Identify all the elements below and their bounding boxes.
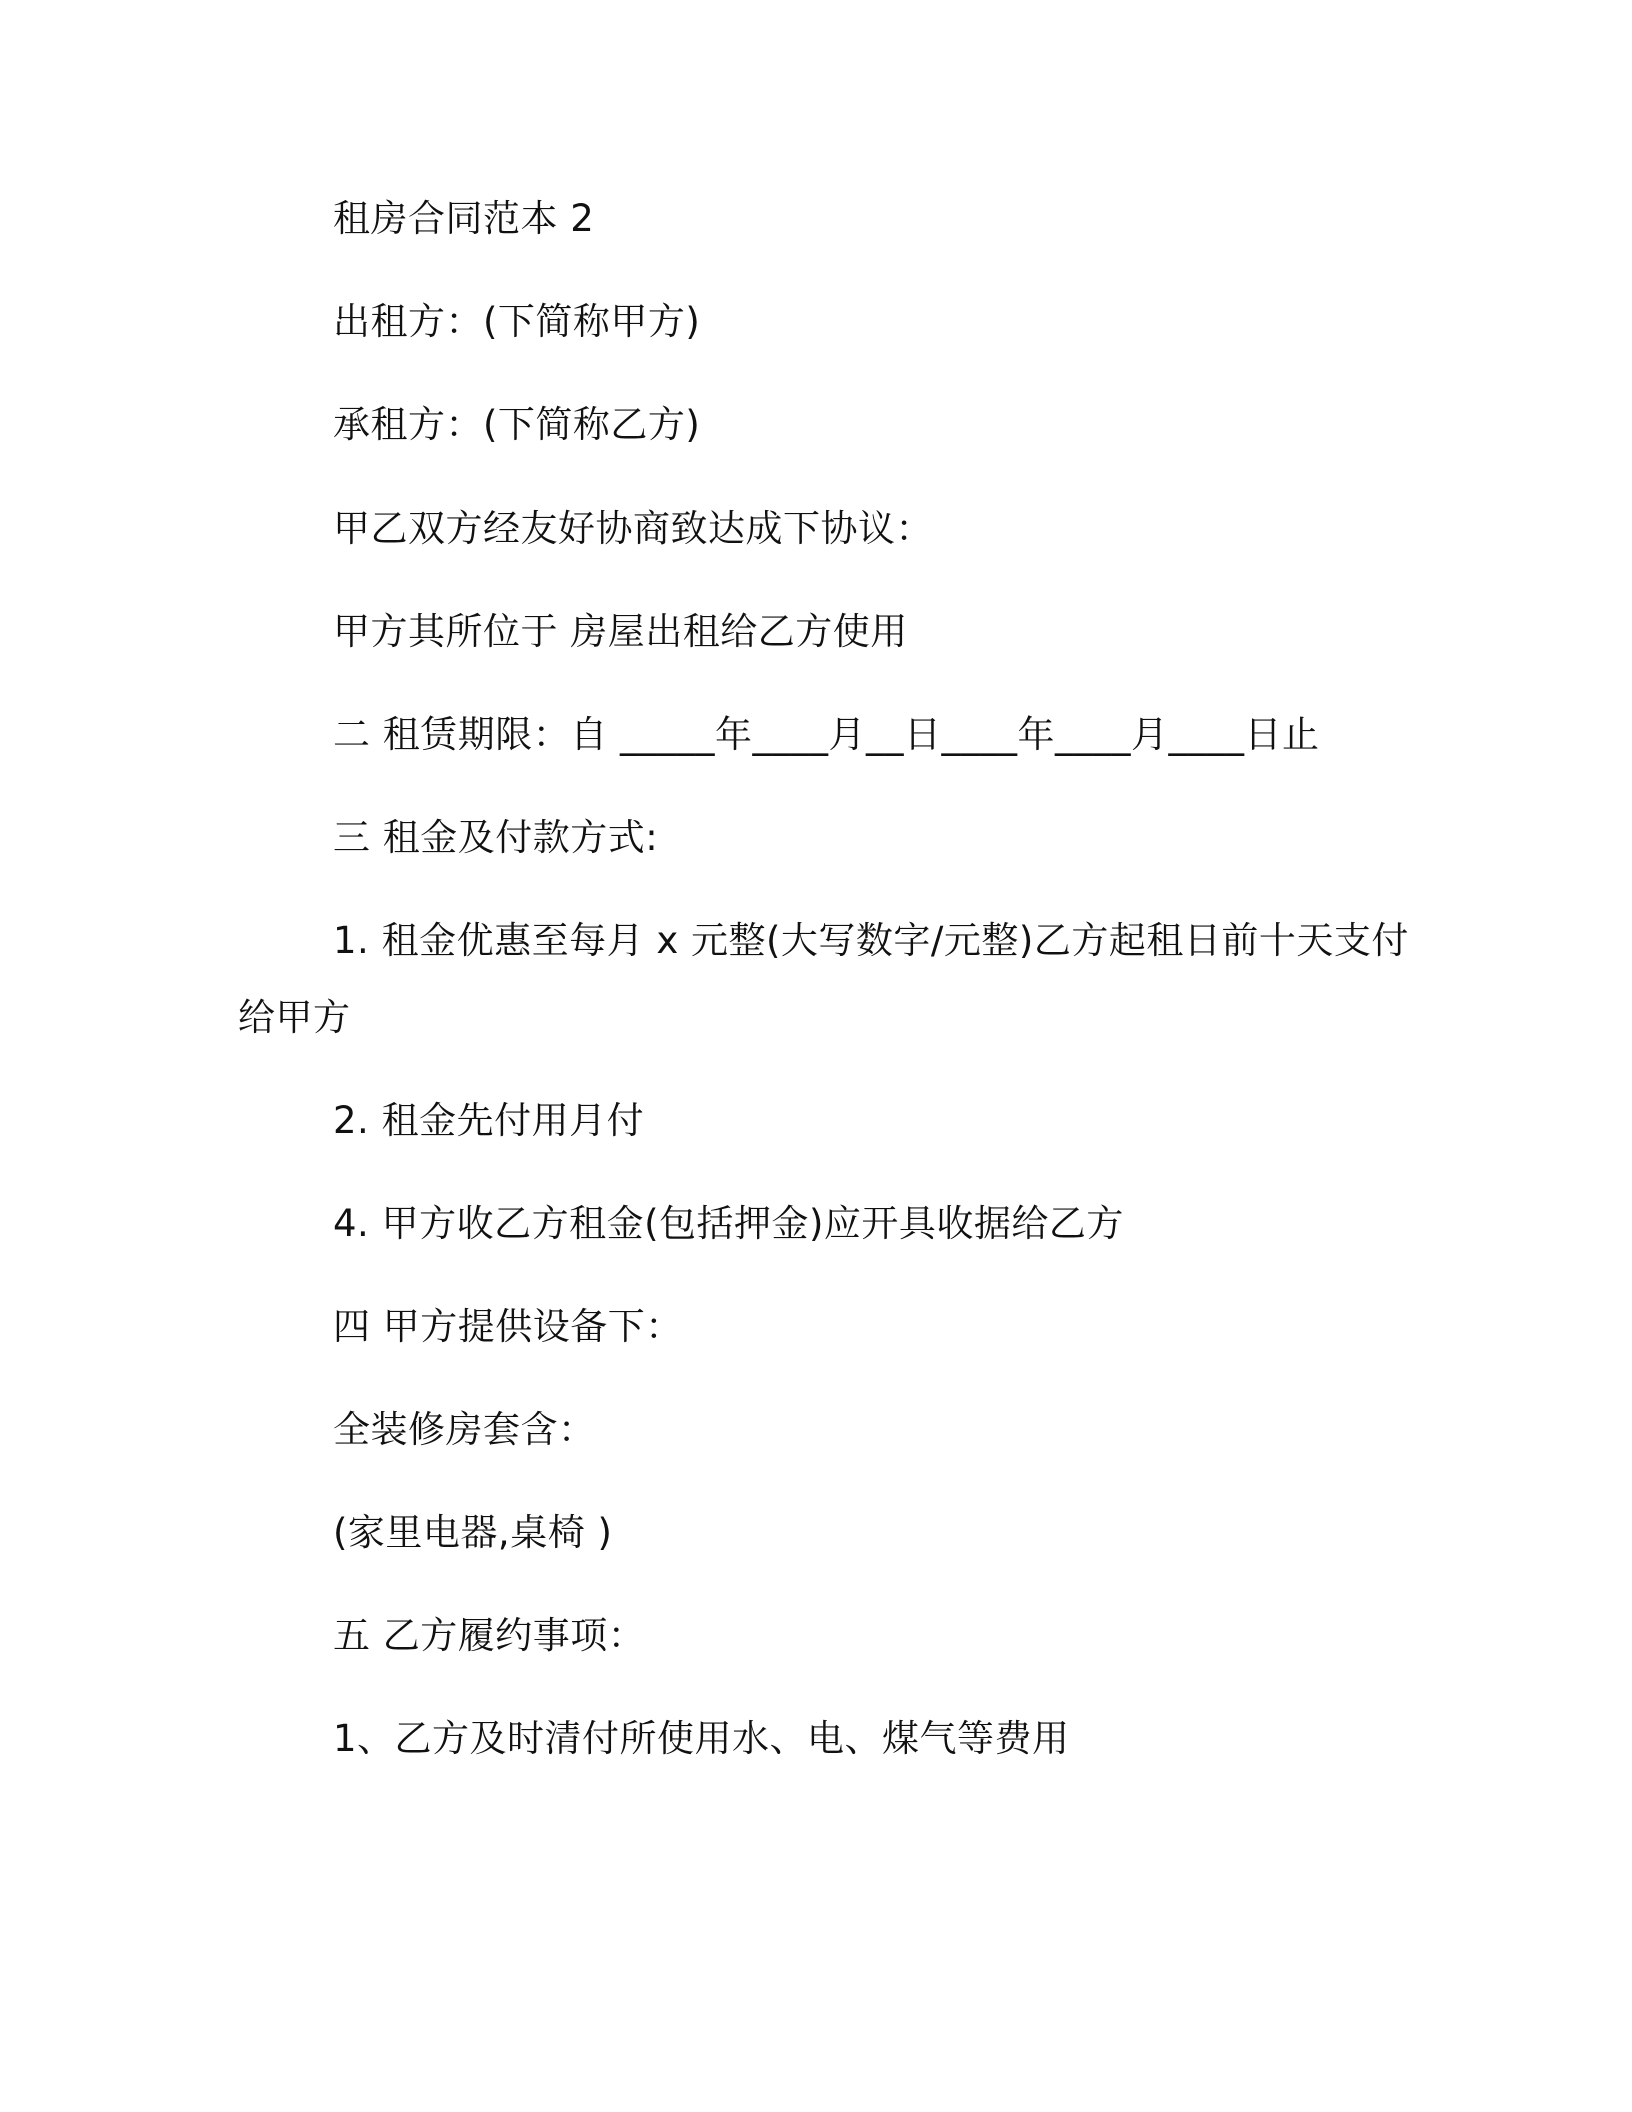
agreement-intro: 甲乙双方经友好协商致达成下协议： [333,507,933,550]
section-3-item-2: 2. 租金先付用月付 [333,1099,645,1142]
section-3-heading: 三 租金及付款方式: [333,816,659,859]
section-3-item-1-continued: 给甲方 [238,996,351,1039]
lessor-line: 出租方：(下简称甲方) [333,300,701,343]
section-5-heading: 五 乙方履约事项： [333,1614,646,1657]
section-4-furnished: 全装修房套含： [333,1408,596,1451]
section-3-item-4: 4. 甲方收乙方租金(包括押金)应开具收据给乙方 [333,1202,1124,1245]
lessee-line: 承租方：(下简称乙方) [333,403,701,446]
section-4-heading: 四 甲方提供设备下： [333,1305,683,1348]
section-2-lease-term: 二 租赁期限：自 _____年____月__日____年____月____日止 [333,713,1320,756]
section-4-equipment: (家里电器,桌椅 ) [333,1511,613,1554]
section-3-item-1: 1. 租金优惠至每月 x 元整(大写数字/元整)乙方起租日前十天支付 [333,919,1409,962]
document-title: 租房合同范本 2 [333,197,595,240]
section-5-item-1: 1、乙方及时清付所使用水、电、煤气等费用 [333,1717,1070,1760]
section-1-property: 甲方其所位于 房屋出租给乙方使用 [333,610,908,653]
